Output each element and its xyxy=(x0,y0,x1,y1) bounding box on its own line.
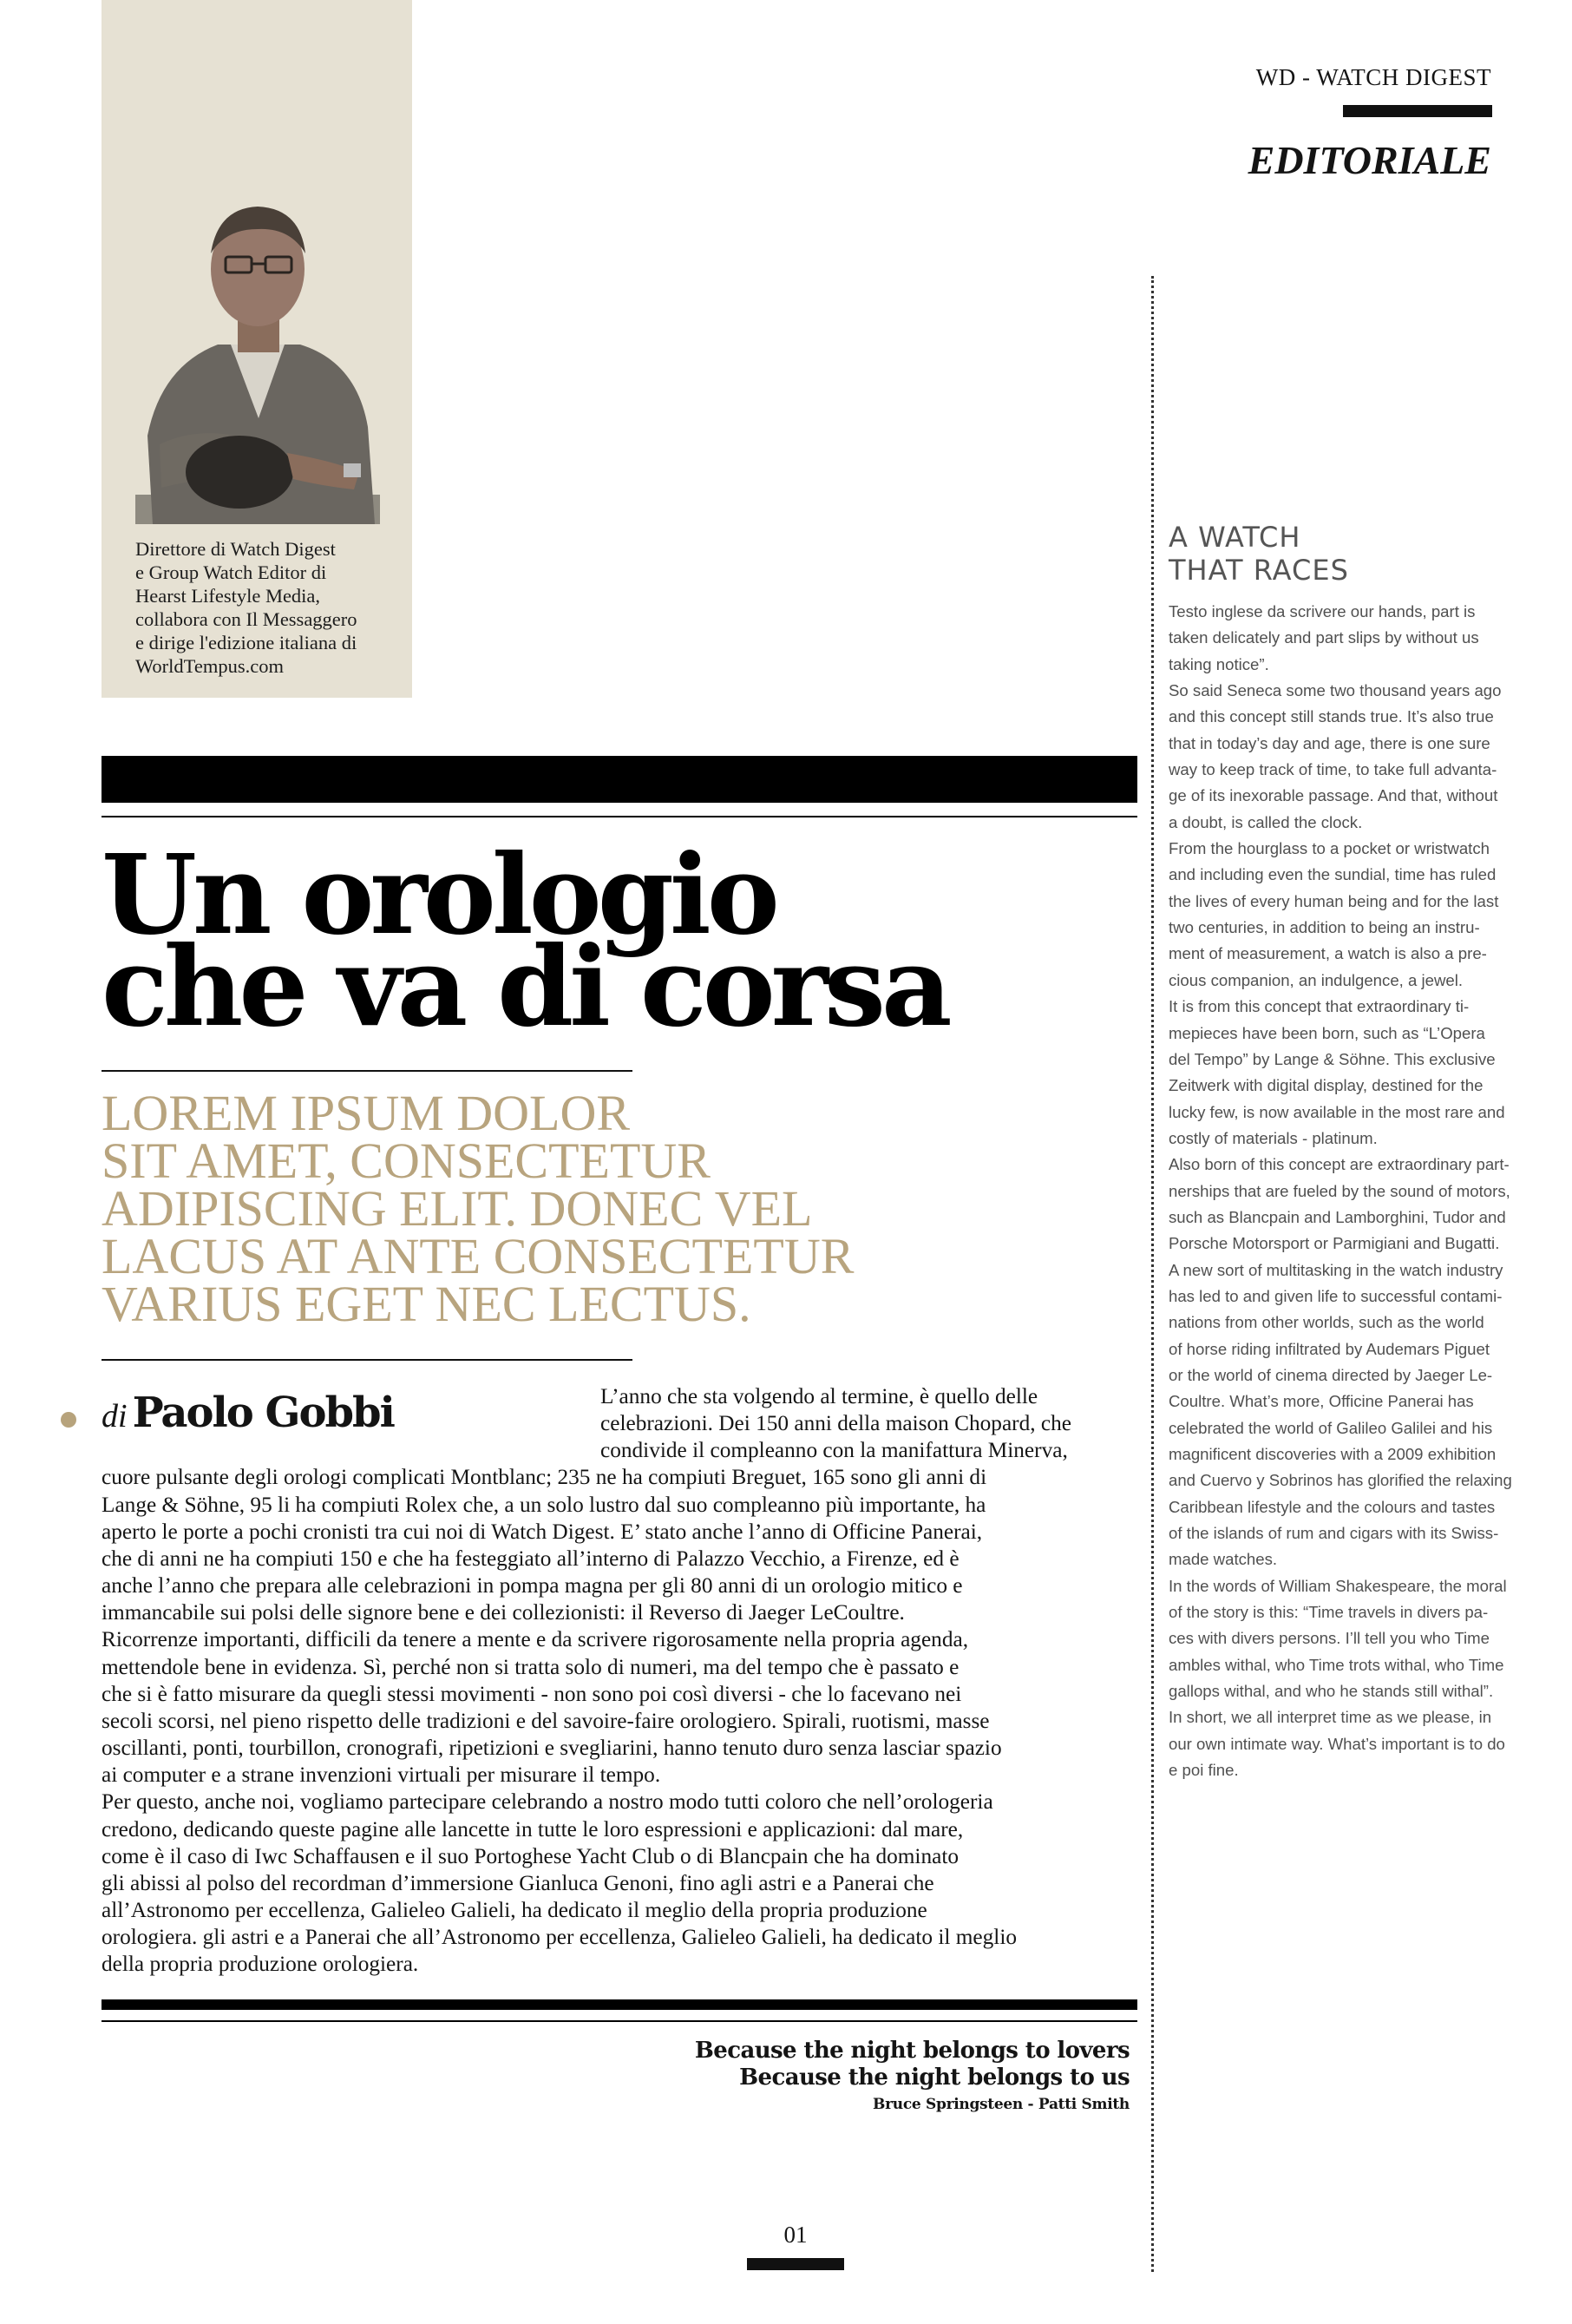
body-line: aperto le porte a pochi cronisti tra cui noi di Watch Digest. E’ stato anche l’anno di Officine Panerai, xyxy=(102,1519,983,1544)
sidebar-line: and this concept still stands true. It’s also true xyxy=(1169,707,1494,726)
body-line: credono, dedicando queste pagine alle lancette in tutte le loro espressioni e applicazioni: dal mare, xyxy=(102,1816,964,1841)
sidebar-line: taken delicately and part slips by without us xyxy=(1169,628,1479,647)
sidebar-line: Coultre. What’s more, Officine Panerai has xyxy=(1169,1392,1474,1411)
sidebar-line: way to keep track of time, to take full advanta- xyxy=(1169,760,1497,779)
subhead-line: LOREM IPSUM DOLOR xyxy=(102,1085,631,1141)
body-line: Per questo, anche noi, vogliamo partecipare celebrando a nostro modo tutti coloro che nell’orologeria xyxy=(102,1789,993,1815)
sidebar-line: ment of measurement, a watch is also a pre- xyxy=(1169,944,1487,963)
subhead-rule-top xyxy=(102,1070,632,1072)
sidebar-line: magnificent discoveries with a 2009 exhibition xyxy=(1169,1445,1497,1463)
section-title: EDITORIALE xyxy=(1248,138,1491,182)
body-line: condivide il compleanno con la manifattura Minerva, xyxy=(600,1438,1068,1463)
body-line: come è il caso di Iwc Schaffausen e il suo Portoghese Yacht Club o di Blancpain che ha dominato xyxy=(102,1843,959,1868)
body-line: mettendole bene in evidenza. Sì, perché non si tratta solo di numeri, ma del tempo che è passato e xyxy=(102,1654,960,1679)
sidebar-line: made watches. xyxy=(1169,1550,1278,1569)
sidebar-line: that in today’s day and age, there is one sure xyxy=(1169,733,1490,752)
sidebar-line: So said Seneca some two thousand years ago xyxy=(1169,681,1502,700)
pull-quote xyxy=(695,2038,1130,2117)
magazine-name: WD - WATCH DIGEST xyxy=(1255,64,1491,90)
sidebar-line: of the story is this: “Time travels in divers pa- xyxy=(1169,1603,1489,1622)
sidebar-title-line: A WATCH xyxy=(1169,521,1301,554)
sidebar-line: In short, we all interpret time as we please, in xyxy=(1169,1708,1492,1727)
column-divider xyxy=(1151,276,1154,2272)
body-line: Lange & Söhne, 95 li ha compiuti Rolex che, a un solo lustro dal suo compleanno più importante, ha xyxy=(102,1492,986,1517)
sidebar-line: In the words of William Shakespeare, the moral xyxy=(1169,1576,1507,1595)
author-bio-line: Hearst Lifestyle Media, xyxy=(135,585,321,607)
body-line: L’anno che sta volgendo al termine, è quello delle xyxy=(600,1384,1038,1408)
subhead-line: ADIPISCING ELIT. DONEC VEL xyxy=(102,1180,813,1237)
sidebar-line: del Tempo” by Lange & Söhne. This exclusive xyxy=(1169,1049,1496,1068)
author-bio-line: Direttore di Watch Digest xyxy=(135,538,336,560)
sidebar-line: e poi fine. xyxy=(1169,1761,1239,1780)
subhead-line: VARIUS EGET NEC LECTUS. xyxy=(102,1276,751,1332)
author-bio-line: e dirige l'edizione italiana di xyxy=(135,632,357,653)
author-box xyxy=(102,0,412,698)
body-line: oscillanti, ponti, tourbillon, cronografi, ripetizioni e svegliarini, hanno tenuto duro senza lasciar spazio xyxy=(102,1736,1002,1761)
quote-line: Because the night belongs to lovers xyxy=(694,2038,1130,2064)
body-line: cuore pulsante degli orologi complicati Montblanc; 235 ne ha compiuti Breguet, 165 sono gli anni di xyxy=(102,1465,987,1490)
headline xyxy=(102,830,1143,1051)
page-number: 01 xyxy=(783,2222,808,2248)
headline-top-bar xyxy=(102,756,1137,803)
author-portrait xyxy=(135,167,380,524)
sidebar-line: of horse riding infiltrated by Audemars Piguet xyxy=(1169,1339,1490,1358)
body-line: celebrazioni. Dei 150 anni della maison Chopard, che xyxy=(600,1411,1071,1436)
body-bottom-bar xyxy=(102,1999,1137,2010)
sidebar-line: two centuries, in addition to being an instru- xyxy=(1169,918,1480,937)
headline-top-rule xyxy=(102,816,1137,817)
sidebar-line: lucky few, is now available in the most rare and xyxy=(1169,1102,1505,1121)
author-bio-line: collabora con Il Messaggero xyxy=(135,608,357,630)
sidebar-line: costly of materials - platinum. xyxy=(1169,1128,1378,1147)
headline-line: Un orologio xyxy=(102,830,776,959)
body-line: immancabile sui polsi delle signore bene e dei collezionisti: il Reverso di Jaeger LeCoultre. xyxy=(102,1600,905,1625)
sidebar-line: mepieces have been born, such as “L’Opera xyxy=(1169,1023,1485,1042)
sidebar-title xyxy=(1169,521,1498,587)
masthead-bar xyxy=(1343,105,1492,117)
sidebar-line: It is from this concept that extraordinary ti- xyxy=(1169,997,1470,1016)
sidebar-line: taking notice”. xyxy=(1169,654,1269,673)
headline-line: che va di corsa xyxy=(102,922,948,1051)
quote-attribution: Bruce Springsteen - Patti Smith xyxy=(873,2096,1130,2113)
sidebar-line: and including even the sundial, time has ruled xyxy=(1169,865,1497,884)
bullet-dot-icon xyxy=(61,1412,76,1428)
sidebar-line: or the world of cinema directed by Jaeger Le- xyxy=(1169,1365,1493,1384)
subhead-line: SIT AMET, CONSECTETUR xyxy=(102,1132,711,1189)
sidebar-line: has led to and given life to successful contami- xyxy=(1169,1286,1503,1305)
sidebar-line: gallops withal, and who he stands still withal”. xyxy=(1169,1682,1494,1701)
body-line: anche l’anno che prepara alle celebrazioni in pompa magna per gli 80 anni di un orologio mitico e xyxy=(102,1573,963,1599)
body-line: che si è fatto misurare da quegli stessi movimenti - non sono poi così diversi - che lo facevano nei xyxy=(102,1681,962,1706)
sidebar-line: such as Blancpain and Lamborghini, Tudor and xyxy=(1169,1207,1506,1226)
sidebar-title-line: THAT RACES xyxy=(1169,554,1349,587)
body-line: ai computer e a strane invenzioni virtuali per misurare il tempo. xyxy=(102,1763,661,1788)
footer-bar xyxy=(747,2258,844,2270)
sidebar-line: Zeitwerk with digital display, destined for the xyxy=(1169,1076,1484,1095)
body-line: orologiera. gli astri e a Panerai che all’Astronomo per eccellenza, Galieleo Galieli, ha dedicato il meglio xyxy=(102,1925,1018,1950)
sidebar-line: nations from other worlds, such as the world xyxy=(1169,1313,1484,1332)
body-line: che di anni ne ha compiuti 150 e che ha festeggiato all’interno di Palazzo Vecchio, a Firenze, ed è xyxy=(102,1546,960,1571)
subhead-line: LACUS AT ANTE CONSECTETUR xyxy=(102,1228,855,1284)
sidebar-line: the lives of every human being and for the last xyxy=(1169,891,1499,910)
byline-author: Paolo Gobbi xyxy=(132,1388,394,1437)
byline-prefix: di xyxy=(102,1398,128,1434)
sidebar-line: our own intimate way. What’s important is to do xyxy=(1169,1734,1505,1753)
sidebar-line: ambles withal, who Time trots withal, who Time xyxy=(1169,1655,1504,1674)
author-bio xyxy=(135,537,396,678)
sidebar-line: Caribbean lifestyle and the colours and tastes xyxy=(1169,1497,1496,1516)
sidebar-body xyxy=(1169,599,1512,1783)
sidebar-line: ge of its inexorable passage. And that, without xyxy=(1169,786,1498,805)
author-bio-line: WorldTempus.com xyxy=(135,655,284,677)
article-body xyxy=(102,1383,1138,1978)
sidebar-line: celebrated the world of Galileo Galilei and his xyxy=(1169,1418,1493,1437)
body-bottom-rule xyxy=(102,2020,1137,2022)
sidebar-line: cious companion, an indulgence, a jewel. xyxy=(1169,970,1464,989)
sidebar-line: From the hourglass to a pocket or wristwatch xyxy=(1169,839,1490,858)
sidebar-line: and Cuervo y Sobrinos has glorified the relaxing xyxy=(1169,1471,1512,1490)
sidebar-line: nerships that are fueled by the sound of motors, xyxy=(1169,1181,1510,1200)
sidebar-line: of the islands of rum and cigars with its Swiss- xyxy=(1169,1524,1499,1543)
subhead-rule-bottom xyxy=(102,1359,632,1361)
sidebar-line: Also born of this concept are extraordinary part- xyxy=(1169,1155,1510,1174)
sidebar-line: A new sort of multitasking in the watch industry xyxy=(1169,1260,1503,1279)
sidebar-line: ces with divers persons. I’ll tell you who Time xyxy=(1169,1629,1490,1648)
body-line: Ricorrenze importanti, difficili da tenere a mente e da scrivere rigorosamente nella propria agenda, xyxy=(102,1627,969,1652)
body-line: gli abissi al polso del recordman d’immersione Gianluca Genoni, fino agli astri e a Panerai che xyxy=(102,1870,934,1895)
sidebar-line: Porsche Motorsport or Parmigiani and Bugatti. xyxy=(1169,1234,1500,1253)
body-line: secoli scorsi, nel pieno rispetto delle tradizioni e del savoire-faire orologiero. Spirali, ruotismi, masse xyxy=(102,1708,990,1733)
author-bio-line: e Group Watch Editor di xyxy=(135,561,327,583)
body-line: all’Astronomo per eccellenza, Galieleo Galieli, ha dedicato il meglio della propria produzione xyxy=(102,1897,927,1922)
sidebar-line: a doubt, is called the clock. xyxy=(1169,812,1363,831)
subhead xyxy=(102,1085,1056,1332)
sidebar-line: Testo inglese da scrivere our hands, part is xyxy=(1169,602,1476,620)
body-line: della propria produzione orologiera. xyxy=(102,1952,419,1977)
quote-line: Because the night belongs to us xyxy=(739,2065,1130,2091)
